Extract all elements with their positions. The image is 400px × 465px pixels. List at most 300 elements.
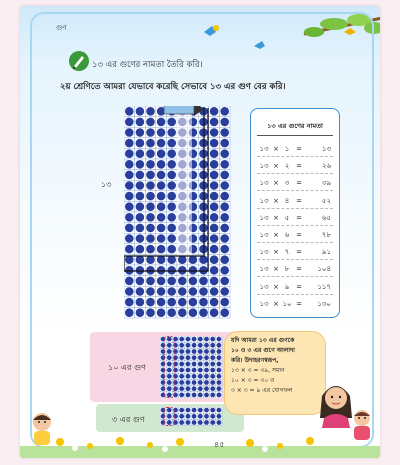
grid-dot: [136, 181, 145, 190]
table-cell: ১১৭: [317, 282, 331, 291]
grid-dot: [186, 355, 191, 360]
grid-dot: [186, 386, 191, 391]
grid-dot: [217, 362, 222, 367]
grid-dot: [178, 277, 187, 286]
grid-dot: [161, 355, 166, 360]
grid-dot: [198, 337, 203, 342]
grid-dot: [136, 171, 145, 180]
grid-dot: [125, 107, 134, 116]
grid-dot: [204, 374, 209, 379]
table-separator: [257, 173, 333, 174]
grid-dot: [167, 149, 176, 158]
table-cell: ×: [273, 213, 279, 222]
grid-dot: [167, 420, 172, 425]
grid-dot: [167, 181, 176, 190]
grid-dot: [192, 349, 197, 354]
grid-dot: [204, 343, 209, 348]
grid-dot: [146, 277, 155, 286]
grid-dot: [220, 255, 229, 264]
grid-dot: [161, 414, 166, 419]
grid-dot: [125, 255, 134, 264]
grid-dot: [157, 224, 166, 233]
grid-dot: [210, 160, 219, 169]
grid-dot: [210, 202, 219, 211]
grid-dot: [125, 224, 134, 233]
grid-dot: [210, 386, 215, 391]
grid-dot: [204, 393, 209, 398]
grid-dot: [125, 287, 134, 296]
grid-dot: [220, 118, 229, 127]
grid-dot: [161, 408, 166, 413]
grid-dot: [161, 368, 166, 373]
grid-dot: [204, 355, 209, 360]
table-cell: ৫: [284, 213, 290, 222]
table-cell: ৬: [284, 231, 290, 239]
grid-dot: [178, 266, 187, 275]
grid-dot: [136, 202, 145, 211]
grid-dot: [217, 420, 222, 425]
grid-dot: [220, 245, 229, 254]
table-cell: ৮: [284, 265, 290, 274]
grid-dot: [167, 308, 176, 317]
grid-dot: [179, 414, 184, 419]
grid-dot: [217, 349, 222, 354]
grid-dot: [220, 107, 229, 116]
table-cell: ৯১: [321, 248, 331, 257]
grid-dot: [204, 420, 209, 425]
grid-dot: [189, 287, 198, 296]
grid-dot: [157, 213, 166, 222]
grid-dot: [186, 414, 191, 419]
grid-dot: [210, 128, 219, 137]
table-cell: ১৩: [259, 179, 269, 188]
grid-dot: [179, 408, 184, 413]
grid-dot: [220, 128, 229, 137]
grid-dot: [189, 277, 198, 286]
table-cell: ×: [273, 196, 279, 205]
page-number: ৪৫: [214, 440, 225, 449]
grid-dot: [161, 386, 166, 391]
grid-dot: [220, 266, 229, 275]
table-cell: ১৩: [259, 248, 269, 257]
grid-dot: [192, 420, 197, 425]
grid-dot: [125, 234, 134, 243]
grid-dot: [204, 414, 209, 419]
table-cell: ১৩: [259, 213, 269, 222]
grid-dot: [167, 380, 172, 385]
table-divider: [257, 135, 333, 136]
grid-dot: [167, 160, 176, 169]
three-rows-dot-grid: [160, 407, 226, 427]
table-cell: ×: [273, 248, 279, 257]
grid-dot: [217, 408, 222, 413]
grid-dot: [179, 355, 184, 360]
grid-dot: [146, 181, 155, 190]
grid-dot: [179, 380, 184, 385]
grid-dot: [210, 408, 215, 413]
grid-dot: [146, 171, 155, 180]
grid-dot: [179, 362, 184, 367]
table-cell: ×: [273, 179, 279, 188]
table-cell: ৫২: [321, 196, 331, 205]
grid-dot: [157, 181, 166, 190]
grid-dot: [220, 192, 229, 201]
grid-dot: [136, 160, 145, 169]
grid-dot: [198, 408, 203, 413]
table-cell: ১৩: [259, 231, 269, 239]
table-cell: ১৩: [259, 196, 269, 205]
table-row: [257, 143, 333, 155]
table-row: [257, 246, 333, 258]
grid-dot: [186, 337, 191, 342]
grid-dot: [189, 298, 198, 307]
grid-dot: [161, 343, 166, 348]
grid-dot: [125, 118, 134, 127]
grid-dot: [210, 181, 219, 190]
table-row: [257, 160, 333, 172]
grid-dot: [192, 374, 197, 379]
grid-dot: [179, 393, 184, 398]
bubble-line: করি। উদাহরণস্বরূপ,: [231, 357, 279, 364]
table-cell: =: [296, 145, 302, 153]
grid-dot: [210, 374, 215, 379]
grid-dot: [136, 213, 145, 222]
grid-dot: [136, 224, 145, 233]
table-cell: ১৩: [259, 299, 269, 308]
grid-dot: [178, 308, 187, 317]
grid-dot: [186, 380, 191, 385]
table-cell: ×: [273, 145, 279, 153]
grid-dot: [217, 355, 222, 360]
table-row: [257, 298, 333, 310]
multiplication-table: [250, 108, 340, 318]
grid-dot: [167, 171, 176, 180]
grid-dot: [146, 298, 155, 307]
table-row: [257, 212, 333, 224]
grid-dot: [146, 287, 155, 296]
grid-dot: [125, 213, 134, 222]
grid-dot: [167, 128, 176, 137]
grid-dot: [136, 298, 145, 307]
table-cell: ১০: [282, 299, 292, 308]
grid-dot: [189, 266, 198, 275]
grid-dot: [220, 171, 229, 180]
grid-dot: [179, 337, 184, 342]
book-page: [20, 6, 380, 458]
grid-dot: [210, 139, 219, 148]
table-cell: =: [296, 282, 302, 291]
grid-dot: [198, 414, 203, 419]
grid-dot: [217, 380, 222, 385]
table-row: [257, 263, 333, 275]
table-cell: ৩৯: [321, 179, 331, 188]
grid-dot: [204, 337, 209, 342]
table-cell: ×: [273, 265, 279, 274]
table-cell: ৪: [284, 196, 290, 205]
grid-dot: [220, 213, 229, 222]
table-cell: ১৩: [259, 145, 269, 153]
grid-dot: [136, 118, 145, 127]
table-cell: ২: [284, 162, 290, 171]
grid-dot: [179, 368, 184, 373]
grid-dot: [198, 386, 203, 391]
grid-dot: [136, 234, 145, 243]
grid-dot: [157, 245, 166, 254]
grid-dot: [198, 362, 203, 367]
grid-dot: [157, 234, 166, 243]
table-cell: ১৩: [259, 282, 269, 291]
grid-dot: [167, 386, 172, 391]
grid-dot: [198, 355, 203, 360]
flower-border: [20, 426, 380, 458]
bubble-line: ৩ × ৩ = ৯ এর যোগফল: [231, 387, 293, 394]
grid-dot: [210, 213, 219, 222]
grid-dot: [167, 414, 172, 419]
grid-dot: [157, 128, 166, 137]
grid-dot: [199, 308, 208, 317]
grid-dot: [198, 380, 203, 385]
grid-dot: [199, 287, 208, 296]
grid-dot: [217, 337, 222, 342]
grid-dot: [210, 380, 215, 385]
grid-dot: [157, 118, 166, 127]
grid-dot: [210, 171, 219, 180]
grid-side-label: ১৩: [101, 180, 112, 189]
grid-dot: [192, 337, 197, 342]
grid-dot: [125, 277, 134, 286]
grid-dot: [210, 308, 219, 317]
grid-dot: [179, 343, 184, 348]
grid-dot: [192, 355, 197, 360]
grid-dot: [136, 277, 145, 286]
grid-dot: [125, 308, 134, 317]
grid-dot: [167, 362, 172, 367]
grid-dot: [198, 393, 203, 398]
grid-dot: [192, 368, 197, 373]
grid-dot: [146, 224, 155, 233]
grid-dot: [167, 393, 172, 398]
grid-dot: [204, 408, 209, 413]
three-times-label: ৩ এর গুণ: [112, 415, 145, 424]
grid-dot: [178, 255, 187, 264]
table-cell: =: [296, 299, 302, 308]
grid-dot: [186, 349, 191, 354]
grid-dot: [179, 374, 184, 379]
grid-dot: [136, 128, 145, 137]
table-cell: ×: [273, 162, 279, 171]
table-cell: ১৩০: [317, 299, 331, 308]
table-row: [257, 229, 333, 241]
grid-dot: [217, 343, 222, 348]
grid-dot: [204, 362, 209, 367]
grid-dot: [136, 255, 145, 264]
grid-dot: [199, 266, 208, 275]
grid-dot: [161, 380, 166, 385]
grid-dot: [136, 149, 145, 158]
grid-dot: [186, 408, 191, 413]
grid-dot: [192, 362, 197, 367]
grid-dot: [146, 139, 155, 148]
grid-dot: [146, 255, 155, 264]
grid-dot: [161, 349, 166, 354]
grid-dot: [210, 245, 219, 254]
grid-dot: [146, 202, 155, 211]
bubble-line: ১৩ × ৩ = ৩৯, সমান: [231, 367, 285, 374]
table-cell: ১৩: [259, 162, 269, 171]
grid-dot: [167, 234, 176, 243]
grid-dot: [210, 192, 219, 201]
grid-dot: [167, 213, 176, 222]
chapter-header: গুণ: [56, 24, 67, 32]
grid-dot: [220, 139, 229, 148]
grid-dot: [186, 343, 191, 348]
grid-dot: [125, 160, 134, 169]
grid-dot: [198, 349, 203, 354]
grid-dot: [220, 224, 229, 233]
grid-dot: [157, 277, 166, 286]
grid-dot: [192, 408, 197, 413]
grid-dot: [136, 308, 145, 317]
grid-dot: [189, 308, 198, 317]
grid-dot: [220, 149, 229, 158]
grid-dot: [210, 393, 215, 398]
grid-dot: [167, 349, 172, 354]
grid-dot: [125, 266, 134, 275]
grid-dot: [210, 287, 219, 296]
grid-dot: [146, 107, 155, 116]
table-separator: [257, 242, 333, 243]
grid-dot: [192, 343, 197, 348]
grid-dot: [146, 192, 155, 201]
grid-dot: [167, 245, 176, 254]
grid-dot: [192, 414, 197, 419]
table-cell: =: [296, 213, 302, 222]
grid-dot: [125, 149, 134, 158]
grid-dot: [157, 139, 166, 148]
grid-dot: [210, 255, 219, 264]
grid-dot: [157, 255, 166, 264]
grid-dot: [157, 308, 166, 317]
grid-dot: [167, 287, 176, 296]
grid-dot: [146, 160, 155, 169]
grid-dot: [167, 368, 172, 373]
grid-dot: [125, 139, 134, 148]
grid-dot: [136, 245, 145, 254]
table-row: [257, 195, 333, 207]
grid-dot: [136, 266, 145, 275]
table-cell: =: [296, 179, 302, 188]
table-row: [257, 177, 333, 189]
table-separator: [257, 259, 333, 260]
table-cell: ৭: [284, 248, 290, 257]
grid-dot: [157, 298, 166, 307]
table-separator: [257, 208, 333, 209]
bubble-line: ১০ × ৩ = ৩০ ও: [231, 377, 275, 384]
dot-grid: [124, 106, 234, 320]
grid-dot: [217, 368, 222, 373]
grid-dot: [198, 420, 203, 425]
grid-dot: [167, 192, 176, 201]
table-cell: ১৩: [321, 145, 331, 153]
grid-dot: [192, 393, 197, 398]
pencil-icon: [68, 50, 90, 72]
grid-dot: [157, 171, 166, 180]
grid-dot: [220, 202, 229, 211]
grid-dot: [167, 118, 176, 127]
grid-dot: [146, 308, 155, 317]
grid-dot: [167, 266, 176, 275]
grid-dot: [179, 349, 184, 354]
table-separator: [257, 156, 333, 157]
grid-dot: [146, 128, 155, 137]
grid-dot: [146, 149, 155, 158]
grid-dot: [198, 368, 203, 373]
grid-dot: [210, 420, 215, 425]
grid-dot: [210, 343, 215, 348]
grid-dot: [192, 380, 197, 385]
grid-dot: [210, 362, 215, 367]
table-cell: ১৩: [259, 265, 269, 274]
grid-dot: [210, 298, 219, 307]
table-cell: ২৬: [321, 162, 331, 171]
grid-dot: [136, 107, 145, 116]
grid-dot: [178, 287, 187, 296]
table-title: ১৩ এর গুণের নামতা: [267, 122, 323, 130]
grid-dot: [167, 374, 172, 379]
table-separator: [257, 225, 333, 226]
grid-dot: [178, 298, 187, 307]
highlight-strip: [176, 106, 192, 256]
grid-dot: [146, 266, 155, 275]
grid-dot: [220, 277, 229, 286]
table-cell: ৯: [284, 282, 290, 291]
table-separator: [257, 276, 333, 277]
grid-dot: [217, 393, 222, 398]
grid-dot: [157, 192, 166, 201]
grid-dot: [136, 192, 145, 201]
table-separator: [257, 294, 333, 295]
grid-dot: [157, 149, 166, 158]
grid-dot: [210, 107, 219, 116]
table-separator: [257, 190, 333, 191]
grid-dot: [186, 393, 191, 398]
grid-dot: [220, 234, 229, 243]
grid-dot: [179, 420, 184, 425]
grid-dot: [125, 298, 134, 307]
table-cell: =: [296, 248, 302, 257]
table-cell: ×: [273, 299, 279, 308]
grid-dot: [125, 128, 134, 137]
grid-dot: [220, 308, 229, 317]
grid-dot: [167, 139, 176, 148]
table-cell: =: [296, 196, 302, 205]
bubble-line: যদি আমরা ১৩ এর গুণকে: [231, 337, 295, 344]
grid-dot: [204, 368, 209, 373]
grid-dot: [210, 349, 215, 354]
grid-dot: [204, 380, 209, 385]
grid-dot: [186, 368, 191, 373]
table-cell: ×: [273, 282, 279, 291]
grid-dot: [146, 213, 155, 222]
grid-dot: [125, 192, 134, 201]
table-cell: ×: [273, 231, 279, 239]
grid-dot: [157, 202, 166, 211]
grid-dot: [198, 374, 203, 379]
grid-dot: [210, 355, 215, 360]
table-cell: =: [296, 231, 302, 239]
grid-dot: [167, 343, 172, 348]
grid-dot: [210, 277, 219, 286]
